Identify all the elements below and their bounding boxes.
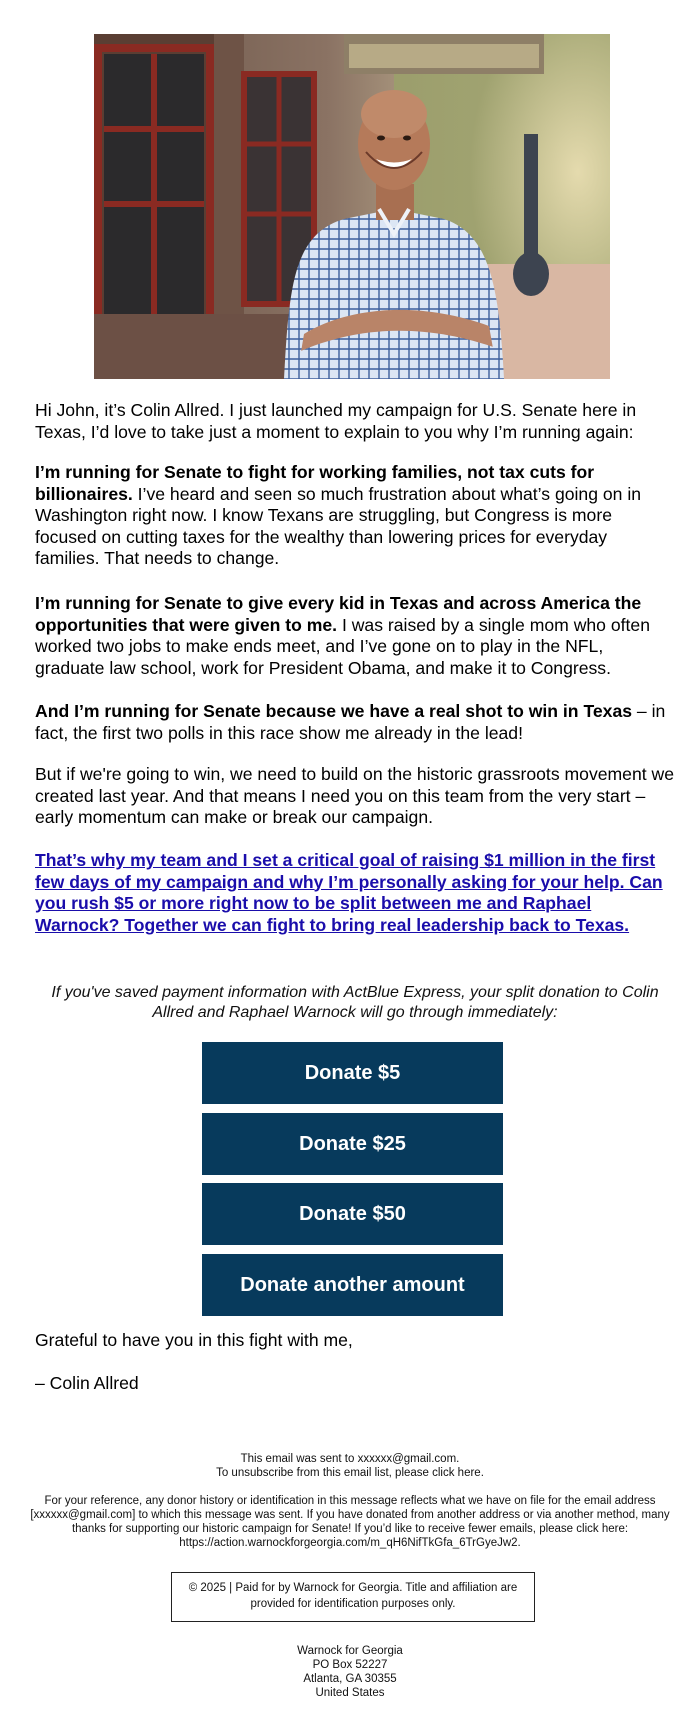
cta-paragraph [35,850,675,936]
intro-text: Hi John, it’s Colin Allred. I just launched my campaign for U.S. Senate here in Texas, I’d love to take just a moment to explain to you why I’m running again: [35,400,637,442]
intro-paragraph [35,400,675,443]
opportunities-text: I was raised by a single mom who often worked two jobs to make ends meet, and I’ve gone on to play in the NFL, graduate law school, work for President Obama, and make it to Congress. [35,614,650,678]
grassroots-text: But if we're going to win, we need to build on the historic grassroots movement we created last year. And that means I need you on this team from the very start – early momentum can make or break our campaign. [35,764,675,827]
shot-to-win-text: – in fact, the first two polls in this race show me already in the lead! [35,701,666,743]
footer-sent-to [25,1452,675,1480]
unsubscribe-link[interactable]: To unsubscribe from this email list, please click here. [216,1467,484,1479]
donate-other-amount-button[interactable]: Donate another amount [202,1254,503,1316]
footer-donor-note: For your reference, any donor history or identification in this message reflects what we have on file for the email address [xxxxxx@gmail.com] to which this message was sent. If you have donated from another address or via another method, many thanks for supporting our historic campaign for Senate! If you’d like to receive fewer emails, please click here: https://action.warnockforgeorgia.com/m_qH6NifTkGfa_6TrGyeJw2. [30,1495,670,1549]
candidate-photo [94,34,610,379]
city-state-zip: Atlanta, GA 30355 [303,1673,397,1685]
actblue-express-note: If you've saved payment information with ActBlue Express, your split donation to Colin Allred and Raphael Warnock will go through immediately: [51,984,659,1021]
working-families-paragraph [35,462,675,570]
donate-25-button[interactable]: Donate $25 [202,1113,503,1175]
grassroots-paragraph [35,764,675,829]
sent-to-text: This email was sent to xxxxxx@gmail.com. [240,1453,460,1465]
closing-line: Grateful to have you in this fight with me, [35,1330,353,1350]
country: United States [315,1687,385,1699]
donate-50-button[interactable]: Donate $50 [202,1183,503,1245]
org-name: Warnock for Georgia [297,1645,403,1657]
working-families-lead: I’m running for Senate to fight for working families, not tax cuts for billionaires. [35,462,595,504]
donate-cta-link[interactable]: That’s why my team and I set a critical goal of raising $1 million in the first few days of my campaign and why I’m personally asking for your help. Can you rush $5 or more right now to be split between me and Raphael Warnock? Together we can fight to bring real leadership back to Texas. [35,850,663,935]
candidate-photo-graphic [94,34,610,379]
donate-5-button[interactable]: Donate $5 [202,1042,503,1104]
opportunities-lead: I’m running for Senate to give every kid in Texas and across America the opportunities that were given to me. [35,593,642,635]
opportunities-paragraph [35,593,675,679]
working-families-text: I’ve heard and seen so much frustration about what’s going on in Washington right now. I know Texans are struggling, but Congress is more focused on cutting taxes for the wealthy than lowering prices for everyday families. That needs to change. [35,483,642,568]
shot-to-win-paragraph [35,701,675,744]
po-box: PO Box 52227 [312,1659,388,1671]
signature: – Colin Allred [35,1373,139,1393]
shot-to-win-lead: And I’m running for Senate because we have a real shot to win in Texas [35,701,633,721]
paid-for-disclaimer: © 2025 | Paid for by Warnock for Georgia. Title and affiliation are provided for identification purposes only. [171,1572,535,1622]
footer-address [25,1644,675,1700]
